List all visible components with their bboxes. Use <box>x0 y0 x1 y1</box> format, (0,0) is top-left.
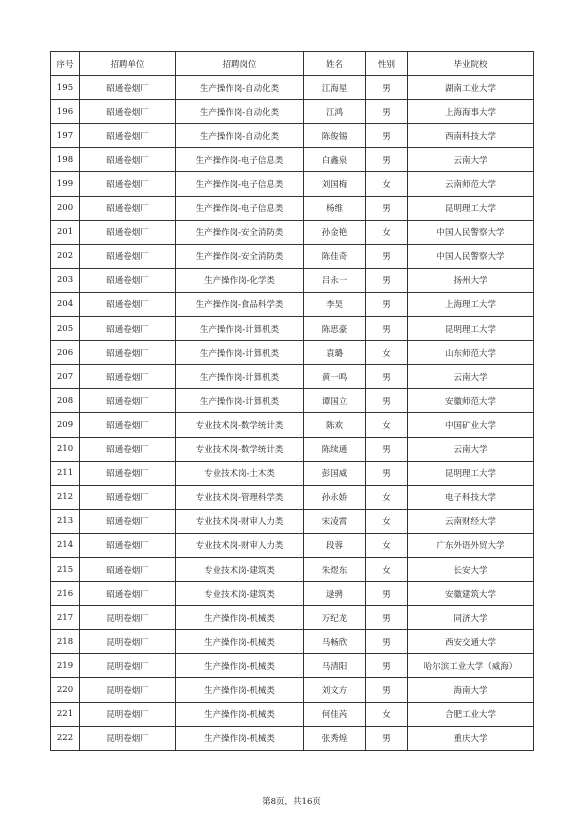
cell-index: 201 <box>51 220 80 244</box>
cell-unit: 昭通卷烟厂 <box>80 509 176 533</box>
cell-unit: 昭通卷烟厂 <box>80 485 176 509</box>
cell-index: 218 <box>51 630 80 654</box>
cell-position: 生产操作岗-自动化类 <box>176 76 304 100</box>
cell-position: 生产操作岗-机械类 <box>176 678 304 702</box>
cell-gender: 男 <box>366 148 408 172</box>
cell-gender: 男 <box>366 726 408 750</box>
cell-name: 陈俊锡 <box>304 124 366 148</box>
cell-unit: 昭通卷烟厂 <box>80 557 176 581</box>
cell-position: 生产操作岗-计算机类 <box>176 365 304 389</box>
cell-school: 电子科技大学 <box>408 485 534 509</box>
cell-index: 217 <box>51 606 80 630</box>
cell-name: 吕永一 <box>304 268 366 292</box>
cell-unit: 昭通卷烟厂 <box>80 533 176 557</box>
header-position: 招聘岗位 <box>176 52 304 76</box>
cell-position: 生产操作岗-电子信息类 <box>176 172 304 196</box>
cell-name: 逯骋 <box>304 582 366 606</box>
cell-unit: 昭通卷烟厂 <box>80 582 176 606</box>
table-row <box>51 196 534 220</box>
cell-gender: 女 <box>366 220 408 244</box>
header-unit: 招聘单位 <box>80 52 176 76</box>
cell-name: 朱煜东 <box>304 557 366 581</box>
cell-index: 208 <box>51 389 80 413</box>
cell-unit: 昭通卷烟厂 <box>80 292 176 316</box>
table-row <box>51 509 534 533</box>
table-row <box>51 172 534 196</box>
cell-gender: 男 <box>366 244 408 268</box>
cell-index: 214 <box>51 533 80 557</box>
cell-unit: 昭通卷烟厂 <box>80 389 176 413</box>
cell-school: 上海理工大学 <box>408 292 534 316</box>
cell-school: 安徽师范大学 <box>408 389 534 413</box>
cell-school: 中国人民警察大学 <box>408 220 534 244</box>
cell-index: 199 <box>51 172 80 196</box>
cell-unit: 昆明卷烟厂 <box>80 630 176 654</box>
cell-gender: 男 <box>366 606 408 630</box>
cell-position: 生产操作岗-食品科学类 <box>176 292 304 316</box>
cell-unit: 昭通卷烟厂 <box>80 124 176 148</box>
cell-index: 212 <box>51 485 80 509</box>
cell-name: 彭国威 <box>304 461 366 485</box>
cell-school: 云南大学 <box>408 365 534 389</box>
cell-school: 西安交通大学 <box>408 630 534 654</box>
cell-unit: 昭通卷烟厂 <box>80 196 176 220</box>
cell-gender: 男 <box>366 268 408 292</box>
cell-gender: 男 <box>366 654 408 678</box>
cell-school: 中国矿业大学 <box>408 413 534 437</box>
cell-index: 200 <box>51 196 80 220</box>
cell-name: 陈佳奇 <box>304 244 366 268</box>
cell-school: 重庆大学 <box>408 726 534 750</box>
cell-position: 生产操作岗-计算机类 <box>176 389 304 413</box>
cell-gender: 男 <box>366 76 408 100</box>
cell-index: 216 <box>51 582 80 606</box>
cell-name: 陈欢 <box>304 413 366 437</box>
cell-name: 马清阳 <box>304 654 366 678</box>
cell-unit: 昆明卷烟厂 <box>80 702 176 726</box>
cell-index: 220 <box>51 678 80 702</box>
cell-index: 221 <box>51 702 80 726</box>
cell-unit: 昆明卷烟厂 <box>80 654 176 678</box>
header-school: 毕业院校 <box>408 52 534 76</box>
cell-gender: 男 <box>366 100 408 124</box>
cell-unit: 昭通卷烟厂 <box>80 461 176 485</box>
cell-name: 李昊 <box>304 292 366 316</box>
table-row <box>51 220 534 244</box>
cell-gender: 男 <box>366 678 408 702</box>
cell-school: 哈尔滨工业大学（威海） <box>408 654 534 678</box>
cell-name: 段蓉 <box>304 533 366 557</box>
cell-position: 专业技术岗-建筑类 <box>176 557 304 581</box>
cell-index: 198 <box>51 148 80 172</box>
cell-position: 生产操作岗-机械类 <box>176 726 304 750</box>
table-row <box>51 341 534 365</box>
cell-position: 专业技术岗-管理科学类 <box>176 485 304 509</box>
cell-school: 湖南工业大学 <box>408 76 534 100</box>
table-row <box>51 533 534 557</box>
cell-position: 生产操作岗-电子信息类 <box>176 148 304 172</box>
table-row <box>51 485 534 509</box>
cell-school: 合肥工业大学 <box>408 702 534 726</box>
cell-gender: 男 <box>366 630 408 654</box>
cell-school: 云南财经大学 <box>408 509 534 533</box>
table-row <box>51 557 534 581</box>
cell-index: 197 <box>51 124 80 148</box>
cell-unit: 昭通卷烟厂 <box>80 413 176 437</box>
cell-name: 马畅欣 <box>304 630 366 654</box>
header-name: 姓名 <box>304 52 366 76</box>
table-body <box>51 76 534 751</box>
cell-gender: 女 <box>366 557 408 581</box>
cell-school: 昆明理工大学 <box>408 461 534 485</box>
cell-name: 江鸿 <box>304 100 366 124</box>
table-row <box>51 461 534 485</box>
table-row <box>51 268 534 292</box>
cell-unit: 昭通卷烟厂 <box>80 365 176 389</box>
table-header-row <box>51 52 534 76</box>
cell-gender: 女 <box>366 485 408 509</box>
cell-gender: 女 <box>366 341 408 365</box>
cell-name: 孙永娇 <box>304 485 366 509</box>
header-index: 序号 <box>51 52 80 76</box>
cell-school: 上海海事大学 <box>408 100 534 124</box>
cell-position: 专业技术岗-财审人力类 <box>176 533 304 557</box>
cell-gender: 男 <box>366 437 408 461</box>
table-row <box>51 630 534 654</box>
cell-index: 202 <box>51 244 80 268</box>
cell-position: 生产操作岗-机械类 <box>176 606 304 630</box>
cell-unit: 昆明卷烟厂 <box>80 606 176 630</box>
cell-index: 207 <box>51 365 80 389</box>
cell-position: 生产操作岗-自动化类 <box>176 100 304 124</box>
cell-unit: 昭通卷烟厂 <box>80 220 176 244</box>
cell-position: 生产操作岗-机械类 <box>176 630 304 654</box>
cell-index: 210 <box>51 437 80 461</box>
cell-unit: 昭通卷烟厂 <box>80 172 176 196</box>
cell-index: 215 <box>51 557 80 581</box>
cell-gender: 女 <box>366 172 408 196</box>
cell-unit: 昭通卷烟厂 <box>80 437 176 461</box>
cell-unit: 昭通卷烟厂 <box>80 76 176 100</box>
cell-name: 陈思豪 <box>304 317 366 341</box>
cell-unit: 昆明卷烟厂 <box>80 678 176 702</box>
cell-index: 204 <box>51 292 80 316</box>
table-row <box>51 389 534 413</box>
cell-index: 196 <box>51 100 80 124</box>
cell-school: 山东师范大学 <box>408 341 534 365</box>
cell-name: 孙金艳 <box>304 220 366 244</box>
cell-index: 206 <box>51 341 80 365</box>
cell-gender: 女 <box>366 702 408 726</box>
cell-position: 生产操作岗-安全消防类 <box>176 244 304 268</box>
cell-position: 专业技术岗-数学统计类 <box>176 413 304 437</box>
cell-unit: 昆明卷烟厂 <box>80 726 176 750</box>
cell-name: 刘文方 <box>304 678 366 702</box>
cell-name: 江海星 <box>304 76 366 100</box>
cell-position: 专业技术岗-建筑类 <box>176 582 304 606</box>
cell-name: 何佳芮 <box>304 702 366 726</box>
cell-position: 生产操作岗-计算机类 <box>176 317 304 341</box>
cell-name: 袁璐 <box>304 341 366 365</box>
cell-position: 生产操作岗-安全消防类 <box>176 220 304 244</box>
table-row <box>51 76 534 100</box>
cell-name: 杨维 <box>304 196 366 220</box>
table-row <box>51 365 534 389</box>
cell-position: 生产操作岗-机械类 <box>176 702 304 726</box>
cell-school: 广东外语外贸大学 <box>408 533 534 557</box>
cell-position: 生产操作岗-电子信息类 <box>176 196 304 220</box>
cell-name: 白鑫泉 <box>304 148 366 172</box>
cell-position: 生产操作岗-自动化类 <box>176 124 304 148</box>
cell-position: 专业技术岗-数学统计类 <box>176 437 304 461</box>
cell-gender: 男 <box>366 317 408 341</box>
table-row <box>51 148 534 172</box>
cell-position: 专业技术岗-财审人力类 <box>176 509 304 533</box>
cell-unit: 昭通卷烟厂 <box>80 244 176 268</box>
cell-position: 生产操作岗-计算机类 <box>176 341 304 365</box>
cell-name: 黄一鸣 <box>304 365 366 389</box>
cell-index: 195 <box>51 76 80 100</box>
cell-school: 安徽建筑大学 <box>408 582 534 606</box>
cell-name: 张秀煌 <box>304 726 366 750</box>
table-row <box>51 413 534 437</box>
cell-gender: 女 <box>366 509 408 533</box>
table-row <box>51 606 534 630</box>
table-row <box>51 437 534 461</box>
cell-index: 222 <box>51 726 80 750</box>
cell-unit: 昭通卷烟厂 <box>80 148 176 172</box>
header-gender: 性别 <box>366 52 408 76</box>
cell-gender: 女 <box>366 413 408 437</box>
table-row <box>51 100 534 124</box>
cell-school: 云南大学 <box>408 148 534 172</box>
cell-school: 云南大学 <box>408 437 534 461</box>
cell-gender: 男 <box>366 582 408 606</box>
cell-position: 专业技术岗-土木类 <box>176 461 304 485</box>
cell-school: 长安大学 <box>408 557 534 581</box>
cell-school: 昆明理工大学 <box>408 196 534 220</box>
cell-name: 谭国立 <box>304 389 366 413</box>
table-row <box>51 244 534 268</box>
page-number: 第8页，共16页 <box>262 797 321 807</box>
cell-name: 宋凌霄 <box>304 509 366 533</box>
cell-gender: 男 <box>366 292 408 316</box>
cell-name: 万纪龙 <box>304 606 366 630</box>
table-row <box>51 582 534 606</box>
cell-gender: 女 <box>366 533 408 557</box>
cell-name: 陈续通 <box>304 437 366 461</box>
table-row <box>51 317 534 341</box>
cell-school: 中国人民警察大学 <box>408 244 534 268</box>
table-row <box>51 654 534 678</box>
cell-index: 203 <box>51 268 80 292</box>
cell-unit: 昭通卷烟厂 <box>80 100 176 124</box>
cell-gender: 男 <box>366 365 408 389</box>
cell-gender: 男 <box>366 389 408 413</box>
cell-index: 219 <box>51 654 80 678</box>
table-row <box>51 292 534 316</box>
cell-index: 209 <box>51 413 80 437</box>
cell-school: 同济大学 <box>408 606 534 630</box>
cell-school: 昆明理工大学 <box>408 317 534 341</box>
cell-gender: 男 <box>366 461 408 485</box>
cell-name: 刘国梅 <box>304 172 366 196</box>
cell-gender: 男 <box>366 196 408 220</box>
cell-school: 海南大学 <box>408 678 534 702</box>
cell-school: 云南师范大学 <box>408 172 534 196</box>
table-row <box>51 678 534 702</box>
table-row <box>51 726 534 750</box>
table-row <box>51 702 534 726</box>
cell-unit: 昭通卷烟厂 <box>80 317 176 341</box>
cell-index: 205 <box>51 317 80 341</box>
recruitment-table <box>50 51 534 751</box>
cell-position: 生产操作岗-化学类 <box>176 268 304 292</box>
cell-unit: 昭通卷烟厂 <box>80 341 176 365</box>
cell-unit: 昭通卷烟厂 <box>80 268 176 292</box>
table-row <box>51 124 534 148</box>
cell-gender: 男 <box>366 124 408 148</box>
cell-index: 211 <box>51 461 80 485</box>
cell-position: 生产操作岗-机械类 <box>176 654 304 678</box>
cell-school: 扬州大学 <box>408 268 534 292</box>
cell-school: 西南科技大学 <box>408 124 534 148</box>
cell-index: 213 <box>51 509 80 533</box>
